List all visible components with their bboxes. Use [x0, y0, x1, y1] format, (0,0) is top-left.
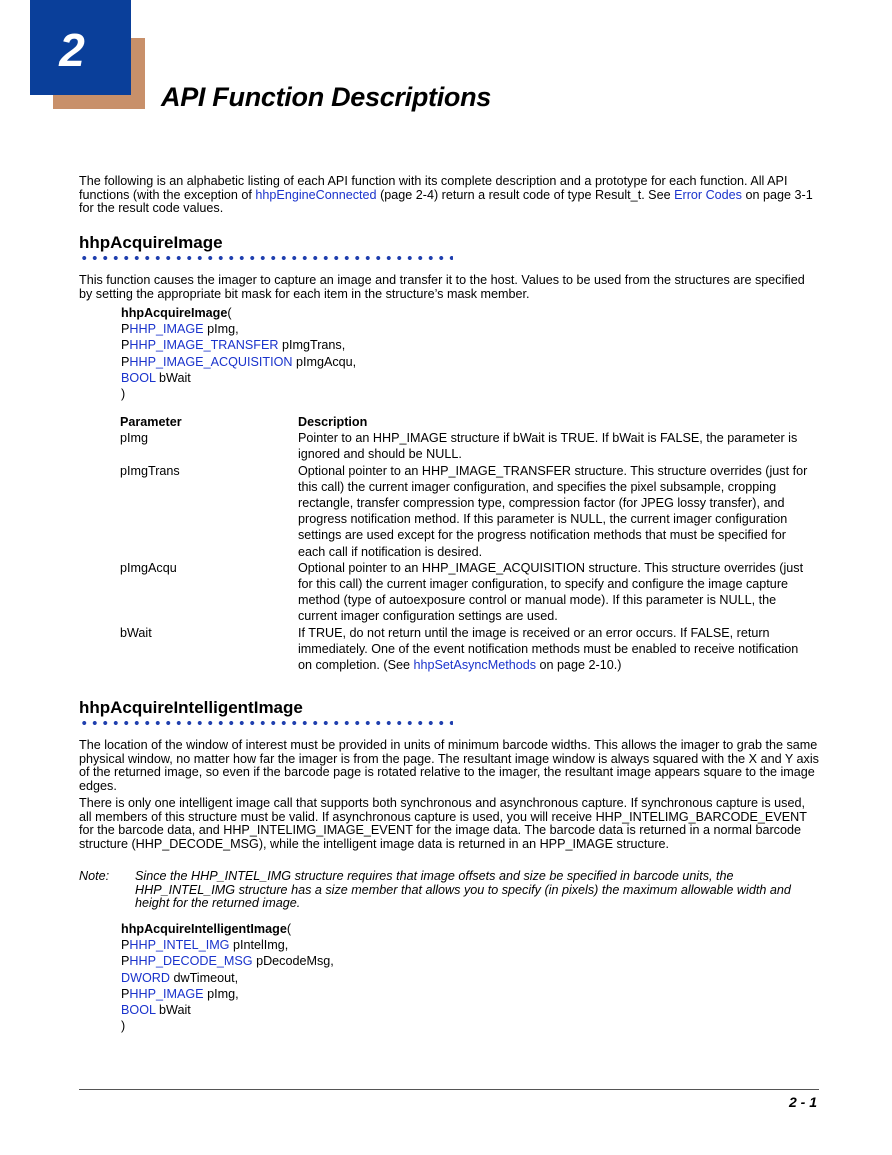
intelligent-paragraph-2: There is only one intelligent image call that supports both synchronous and asynchronous capture. If synchronous capture is used, all members of this structure must be valid. If asynchronous capture is used, you will receive HHP_INTELIMG_BARCODE_EVENT for the barcode data, and HHP_INTELIMG_IMAGE_EVENT for the image data. The barcode data is returned in a normal barcode structure (HHP_DECODE_MSG), while the intelligent image data is returned in an HPP_IMAGE structure.: [79, 796, 807, 851]
table-row: [120, 463, 815, 560]
prototype-open-paren: (: [286, 922, 292, 936]
param-description: Optional pointer to an HHP_IMAGE_TRANSFER structure. This structure overrides (just for this call) the current imager configuration, and specifies the pixel subsample, cropping rectangle, transfer compression type, compression factor (for JPEG lossy transfer), and progress notification method. If this parameter is NULL, the current imager configuration settings are used except for the progress notification methods that must be specified for each call if notification is desired.: [298, 463, 808, 559]
prototype-close-paren: ): [121, 1019, 126, 1034]
page-number: 2 - 1: [788, 1094, 817, 1110]
note-text: Since the HHP_INTEL_IMG structure requires that image offsets and size be specified in barcode units, the HHP_INTEL_IMG structure has a size member that allows you to specify (in pixels) the maximum allowable width and height for the returned image.: [135, 869, 791, 911]
chapter-number: 2: [59, 24, 85, 76]
prototype-open-paren: (: [227, 306, 232, 320]
type-link-bool[interactable]: BOOL: [121, 370, 156, 385]
prototype-line: PHHP_IMAGE_TRANSFER pImgTrans,: [121, 338, 346, 353]
intro-text-3: on page 3-1 for the result code values.: [79, 187, 813, 216]
type-link-dword[interactable]: DWORD: [121, 970, 170, 985]
parameter-table: [120, 414, 815, 673]
prototype-line: BOOL bWait: [121, 1003, 191, 1018]
link-hhpsetasyncmethods[interactable]: hhpSetAsyncMethods: [413, 658, 537, 673]
param-description: If TRUE, do not return until the image is received or an error occurs. If FALSE, return immediately. One of the event notification methods must be enabled to receive notification on completion. (See hhpSetAsyncMethods on page 2-10.): [298, 625, 799, 673]
param-name: bWait: [120, 625, 152, 640]
section-heading-acquire-intelligent-image: hhpAcquireIntelligentImage: [79, 698, 303, 717]
note: [79, 870, 819, 911]
section-heading-acquire-image: hhpAcquireImage: [79, 233, 223, 252]
param-name: pImgTrans: [120, 463, 180, 478]
table-header: [120, 414, 815, 430]
table-header-parameter: Parameter: [120, 415, 182, 429]
prototype-line: PHHP_INTEL_IMG pIntelImg,: [121, 938, 289, 953]
intro-text-1: The following is an alphabetic listing of each API function with its complete description and a prototype for each function. All API functions (with the exception of: [79, 174, 788, 202]
type-link-hhp-image-transfer[interactable]: HHP_IMAGE_TRANSFER: [129, 338, 279, 353]
prototype-function-name: hhpAcquireImage: [121, 306, 228, 320]
intelligent-paragraph-1: The location of the window of interest must be provided in units of minimum barcode widths. This allows the imager to grab the same physical window, no matter how far the imager is from the page. The resultant image window is always squared with the X and Y axis of the returned image, so even if the barcode page is rotated relative to the imager, the resultant image appears square to the image edges.: [79, 738, 819, 793]
prototype-line: PHHP_IMAGE pImg,: [121, 986, 239, 1001]
acquire-image-description: This function causes the imager to capture an image and transfer it to the host. Values to be used from the structures are specified by setting the appropriate bit mask for each item in the structure’s mask member.: [79, 273, 805, 301]
footer-rule: [79, 1089, 819, 1090]
type-link-hhp-image[interactable]: HHP_IMAGE: [129, 986, 204, 1001]
table-row: [120, 430, 815, 462]
type-link-hhp-image-acquisition[interactable]: HHP_IMAGE_ACQUISITION: [129, 354, 293, 369]
acquire-image-prototype: [121, 305, 356, 402]
table-row: [120, 560, 815, 625]
table-row: [120, 625, 815, 674]
link-hhpengineconnected[interactable]: hhpEngineConnected: [255, 187, 377, 202]
prototype-close-paren: ): [121, 387, 126, 402]
type-link-hhp-decode-msg[interactable]: HHP_DECODE_MSG: [129, 954, 253, 969]
intro-paragraph: [79, 175, 819, 216]
type-link-hhp-image[interactable]: HHP_IMAGE: [129, 322, 204, 337]
prototype-line: PHHP_IMAGE_ACQUISITION pImgAcqu,: [121, 354, 357, 369]
prototype-line: PHHP_IMAGE pImg,: [121, 322, 239, 337]
intro-text-2: (page 2-4) return a result code of type Result_t. See: [376, 187, 675, 202]
param-description: Optional pointer to an HHP_IMAGE_ACQUISITION structure. This structure overrides (just for this call) the current imager configuration, to specify and configure the image capture method (type of autoexposure control or manual mode). If this parameter is NULL, the current imager configuration settings are used.: [298, 560, 804, 624]
heading-dot-rule: [79, 721, 453, 725]
param-name: pImg: [120, 431, 148, 446]
prototype-function-name: hhpAcquireIntelligentImage: [121, 922, 287, 936]
type-link-hhp-intel-img[interactable]: HHP_INTEL_IMG: [129, 938, 230, 953]
link-error-codes[interactable]: Error Codes: [674, 187, 742, 202]
note-label: Note:: [79, 869, 110, 883]
param-name: pImgAcqu: [120, 560, 177, 575]
heading-dot-rule: [79, 256, 453, 260]
prototype-line: PHHP_DECODE_MSG pDecodeMsg,: [121, 954, 334, 969]
chapter-title: API Function Descriptions: [161, 82, 492, 112]
prototype-line: BOOL bWait: [121, 370, 191, 385]
prototype-line: DWORD dwTimeout,: [121, 970, 239, 985]
param-description: Pointer to an HHP_IMAGE structure if bWait is TRUE. If bWait is FALSE, the parameter is ignored and should be NULL.: [298, 431, 798, 462]
table-header-description: Description: [298, 415, 368, 429]
type-link-bool[interactable]: BOOL: [121, 1003, 156, 1018]
acquire-intelligent-prototype: [121, 921, 334, 1034]
